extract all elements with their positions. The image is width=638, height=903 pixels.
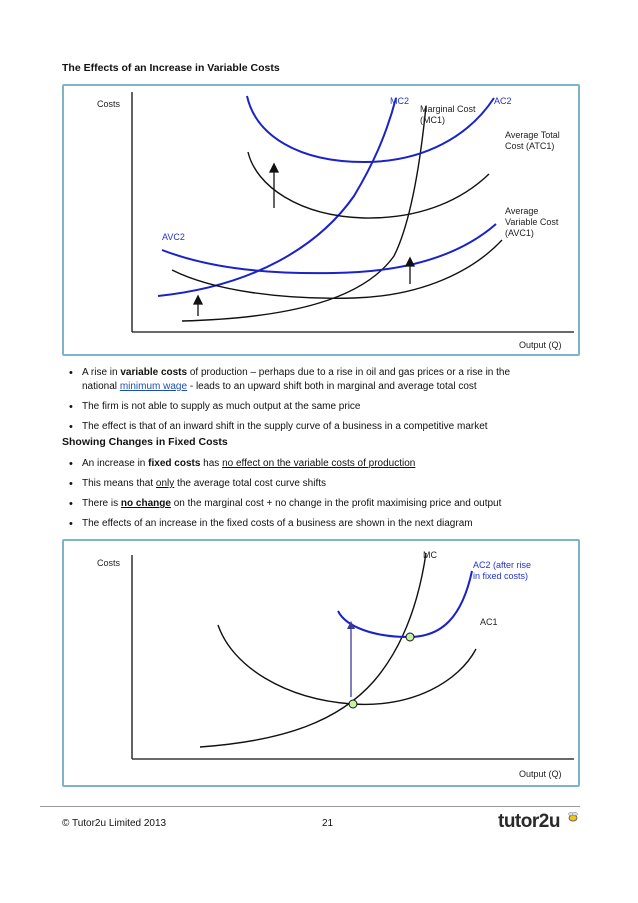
footer-divider xyxy=(40,806,580,807)
bullet-item: • The effect is that of an inward shift in the supply curve of a business in a competitive market xyxy=(62,420,582,434)
ac1-curve xyxy=(218,625,476,704)
mc1-curve xyxy=(182,106,426,321)
bullet-item: • The firm is not able to supply as much output at the same price xyxy=(62,400,582,414)
avc2-label: AVC2 xyxy=(162,232,185,242)
ac1-label: AC1 xyxy=(480,617,498,627)
page-number: 21 xyxy=(322,818,334,829)
section-heading-fixed-costs: Showing Changes in Fixed Costs xyxy=(62,436,228,448)
fixed-costs-diagram xyxy=(62,539,580,787)
avc1-label-line3: (AVC1) xyxy=(505,228,534,238)
ac2-curve xyxy=(338,571,472,637)
mc1-label-line2: (MC1) xyxy=(420,115,445,125)
mc1-label-line1: Marginal Cost xyxy=(420,104,476,114)
ac1-mc-intersection-marker xyxy=(349,700,357,708)
bullet-item: • The effects of an increase in the fixed costs of a business are shown in the next diagram xyxy=(62,517,582,531)
variable-costs-diagram xyxy=(62,84,580,356)
bullet-item: • This means that only the average total cost curve shifts xyxy=(62,477,582,491)
avc1-label-line1: Average xyxy=(505,206,539,216)
ac2-mc-intersection-marker xyxy=(406,633,414,641)
x-axis-label: Output (Q) xyxy=(519,340,562,350)
bullet-item: • An increase in fixed costs has no effect on the variable costs of production xyxy=(62,457,582,471)
atc1-label-line1: Average Total xyxy=(505,130,560,140)
section-heading-variable-costs: The Effects of an Increase in Variable Costs xyxy=(62,62,280,74)
bullet-item: • There is no change on the marginal cost + no change in the profit maximising price and output xyxy=(62,497,582,511)
y-axis-label: Costs xyxy=(97,558,121,568)
avc1-label-line2: Variable Cost xyxy=(505,217,559,227)
avc1-curve xyxy=(172,240,502,298)
fixed-costs-bullets xyxy=(62,457,582,531)
ac2-label-line2: in fixed costs) xyxy=(473,571,529,581)
mc2-curve xyxy=(158,98,396,296)
ac2-label-line1: AC2 (after rise xyxy=(473,560,532,570)
bee-logo-icon xyxy=(566,810,580,824)
y-axis-label: Costs xyxy=(97,99,121,109)
footer-copyright: © Tutor2u Limited 2013 xyxy=(62,818,167,829)
mc2-label: MC2 xyxy=(390,96,410,106)
minimum-wage-link[interactable]: minimum wage xyxy=(119,381,188,392)
avc2-curve xyxy=(162,224,496,273)
mc-curve xyxy=(200,553,426,747)
x-axis-label: Output (Q) xyxy=(519,769,562,779)
atc1-label-line2: Cost (ATC1) xyxy=(505,141,555,151)
ac2-label: AC2 xyxy=(494,96,512,106)
variable-costs-bullets xyxy=(62,366,582,434)
tutor2u-logo: tutor2u xyxy=(498,811,560,832)
mc-label: MC xyxy=(423,550,437,560)
bullet-item: • A rise in variable costs of production – perhaps due to a rise in oil and gas prices or a rise in the national minimum wage - leads to an upward shift both in marginal and average total cost xyxy=(62,366,582,394)
